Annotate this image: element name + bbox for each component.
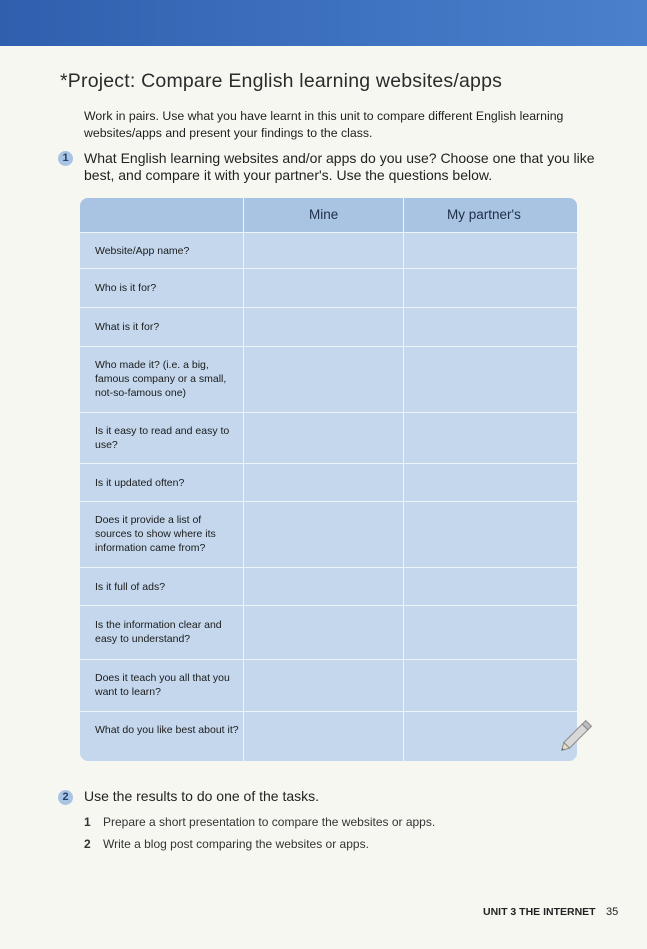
header-partner: My partner's xyxy=(447,207,521,222)
cell-partner[interactable] xyxy=(404,660,577,712)
cell-partner[interactable] xyxy=(404,606,577,660)
row-label: Is it full of ads? xyxy=(95,581,166,593)
table-row xyxy=(80,605,577,660)
task-number: 1 xyxy=(84,815,91,829)
cell-partner[interactable] xyxy=(404,269,577,308)
task-text: Write a blog post comparing the websites or apps. xyxy=(103,837,369,851)
cell-partner[interactable] xyxy=(404,464,577,502)
row-label: What is it for? xyxy=(95,321,160,333)
page-title: *Project: Compare English learning websites/apps xyxy=(60,70,503,92)
task-text: Prepare a short presentation to compare the websites or apps. xyxy=(103,815,436,829)
table-row xyxy=(80,268,577,308)
row-label: Does it provide a list of sources to show where its information came from? xyxy=(95,514,216,554)
row-label: What do you like best about it? xyxy=(95,724,239,736)
comparison-table xyxy=(80,198,577,761)
cell-mine[interactable] xyxy=(244,308,403,347)
cell-partner[interactable] xyxy=(404,347,577,413)
task-item xyxy=(84,837,369,851)
cell-partner[interactable] xyxy=(404,308,577,347)
row-label: Who made it? (i.e. a big, famous company or a small, not-so-famous one) xyxy=(95,359,227,399)
cell-mine[interactable] xyxy=(244,413,403,464)
table-row xyxy=(80,567,577,606)
question-2-number: 2 xyxy=(58,790,73,805)
table-row xyxy=(80,463,577,502)
cell-mine[interactable] xyxy=(244,502,403,568)
cell-partner[interactable] xyxy=(404,568,577,606)
cell-mine[interactable] xyxy=(244,269,403,308)
cell-mine[interactable] xyxy=(244,606,403,660)
cell-partner[interactable] xyxy=(404,233,577,269)
row-label: Who is it for? xyxy=(95,282,157,294)
task-item xyxy=(84,815,435,829)
table-row xyxy=(80,232,577,269)
cell-mine[interactable] xyxy=(244,233,403,269)
question-2-text: Use the results to do one of the tasks. xyxy=(84,788,320,804)
intro-text: Work in pairs. Use what you have learnt in this unit to compare different English learning websites/apps and present your findings to the class. xyxy=(84,109,564,140)
cell-mine[interactable] xyxy=(244,568,403,606)
table-row xyxy=(80,412,577,464)
row-label: Is the information clear and easy to understand? xyxy=(95,619,222,645)
cell-mine[interactable] xyxy=(244,347,403,413)
header-mine: Mine xyxy=(309,207,339,222)
table-row xyxy=(80,346,577,413)
cell-mine[interactable] xyxy=(244,712,403,761)
footer-unit: UNIT 3 THE INTERNET xyxy=(483,906,596,918)
task-number: 2 xyxy=(84,837,91,851)
cell-partner[interactable] xyxy=(404,712,577,761)
cell-partner[interactable] xyxy=(404,502,577,568)
cell-mine[interactable] xyxy=(244,464,403,502)
table-row xyxy=(80,501,577,568)
row-label: Is it updated often? xyxy=(95,477,185,489)
pencil-icon xyxy=(558,714,598,754)
question-1-text: What English learning websites and/or apps do you use? Choose one that you like best, and compare it with your partner's. Use the questions below. xyxy=(84,150,595,183)
page-number: 35 xyxy=(606,906,619,918)
row-label: Is it easy to read and easy to use? xyxy=(95,425,230,451)
top-color-band xyxy=(0,0,647,46)
table-row xyxy=(80,711,577,761)
table-row xyxy=(80,659,577,712)
row-label: Website/App name? xyxy=(95,245,190,257)
cell-partner[interactable] xyxy=(404,413,577,464)
row-label: Does it teach you all that you want to learn? xyxy=(95,672,230,698)
cell-mine[interactable] xyxy=(244,660,403,712)
table-row xyxy=(80,307,577,347)
question-1-number: 1 xyxy=(58,151,73,166)
